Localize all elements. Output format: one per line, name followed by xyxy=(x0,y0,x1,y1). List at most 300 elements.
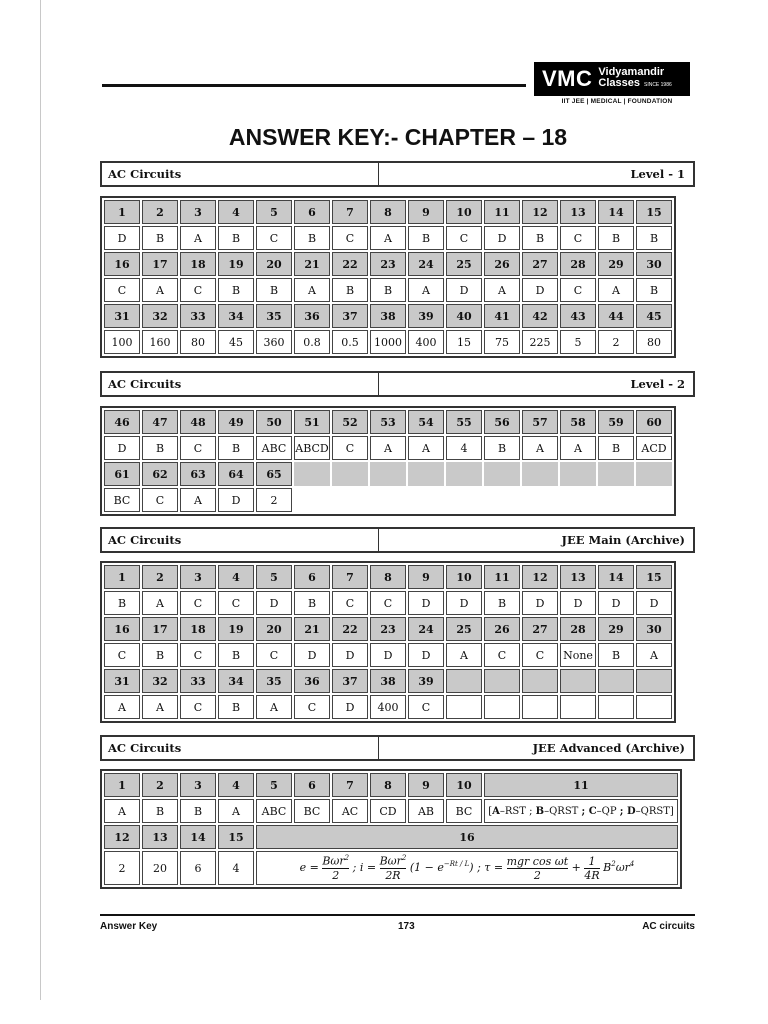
empty-space xyxy=(560,462,596,486)
answer-cell: B xyxy=(218,436,254,460)
answer-cell: 6 xyxy=(180,851,216,885)
answer-cell: D xyxy=(408,591,444,615)
answer-cell: A xyxy=(294,278,330,302)
answer-row xyxy=(104,436,672,460)
question-number: 13 xyxy=(560,565,596,589)
answer-cell: 5 xyxy=(560,330,596,354)
question-number: 36 xyxy=(294,669,330,693)
empty-space xyxy=(522,462,558,486)
formula-e-lhs: e = xyxy=(299,861,319,874)
question-number: 7 xyxy=(332,565,368,589)
section-topic: AC Circuits xyxy=(102,529,379,551)
answer-cell: C xyxy=(256,643,292,667)
question-number: 34 xyxy=(218,304,254,328)
question-number: 43 xyxy=(560,304,596,328)
answer-cell: ABC xyxy=(256,799,292,823)
answer-cell: A xyxy=(370,436,406,460)
question-number: 42 xyxy=(522,304,558,328)
question-number: 8 xyxy=(370,565,406,589)
question-number: 33 xyxy=(180,669,216,693)
empty-space xyxy=(636,488,672,512)
empty-space xyxy=(484,462,520,486)
answer-cell: 360 xyxy=(256,330,292,354)
answer-cell: B xyxy=(332,278,368,302)
question-number: 22 xyxy=(332,617,368,641)
question-number: 15 xyxy=(636,565,672,589)
question-number: 12 xyxy=(522,565,558,589)
formula-exp: 2 xyxy=(401,854,407,863)
answer-cell: D xyxy=(560,591,596,615)
empty-space xyxy=(294,462,330,486)
empty-cell xyxy=(446,695,482,719)
empty-space xyxy=(332,488,368,512)
question-number: 23 xyxy=(370,252,406,276)
question-number: 4 xyxy=(218,200,254,224)
answer-cell: C xyxy=(104,643,140,667)
empty-cell xyxy=(598,695,634,719)
question-number: 65 xyxy=(256,462,292,486)
question-number: 14 xyxy=(598,565,634,589)
question-number: 26 xyxy=(484,252,520,276)
answer-cell: C xyxy=(332,436,368,460)
question-number: 36 xyxy=(294,304,330,328)
answer-cell: A xyxy=(104,799,140,823)
question-number: 58 xyxy=(560,410,596,434)
question-number: 7 xyxy=(332,773,368,797)
question-row xyxy=(104,773,678,797)
answer-table-level2 xyxy=(100,406,676,516)
answer-cell: ACD xyxy=(636,436,672,460)
section-level: JEE Main (Archive) xyxy=(561,533,685,547)
answer-cell: D xyxy=(104,436,140,460)
question-number: 16 xyxy=(256,825,678,849)
question-number: 63 xyxy=(180,462,216,486)
matching-answer-part: –QRST] xyxy=(635,805,674,817)
empty-space xyxy=(560,488,596,512)
answer-cell: D xyxy=(522,591,558,615)
matching-answer-part: A xyxy=(492,805,500,817)
empty-space xyxy=(446,488,482,512)
logo-since: SINCE 1986 xyxy=(643,82,672,88)
formula-plus: + xyxy=(571,861,581,874)
empty-cell xyxy=(484,695,520,719)
answer-cell: A xyxy=(142,278,178,302)
answer-cell: B xyxy=(218,643,254,667)
question-number: 13 xyxy=(560,200,596,224)
question-number: 15 xyxy=(218,825,254,849)
answer-cell: ABCD xyxy=(294,436,330,460)
question-number: 4 xyxy=(218,565,254,589)
answer-cell: D xyxy=(332,695,368,719)
matching-answer-part: –RST ; xyxy=(499,805,536,817)
answer-cell: A xyxy=(408,278,444,302)
answer-cell: C xyxy=(180,643,216,667)
section-header-level2 xyxy=(100,371,695,397)
empty-space xyxy=(446,462,482,486)
answer-cell: C xyxy=(180,591,216,615)
answer-cell: B xyxy=(142,799,178,823)
answer-cell: 2 xyxy=(598,330,634,354)
section-topic: AC Circuits xyxy=(102,163,379,185)
header-rule xyxy=(102,84,526,87)
answer-cell: C xyxy=(332,226,368,250)
question-number: 11 xyxy=(484,773,678,797)
formula-i-exp: −Rt / L xyxy=(443,860,470,869)
answer-cell: AB xyxy=(408,799,444,823)
formula-i-tail: (1 − e xyxy=(409,861,444,874)
answer-cell: B xyxy=(598,226,634,250)
answer-cell: B xyxy=(370,278,406,302)
question-number: 24 xyxy=(408,617,444,641)
question-number: 23 xyxy=(370,617,406,641)
question-number: 54 xyxy=(408,410,444,434)
question-number: 1 xyxy=(104,773,140,797)
question-number: 6 xyxy=(294,200,330,224)
answer-cell: D xyxy=(408,643,444,667)
question-number: 10 xyxy=(446,773,482,797)
empty-cell xyxy=(636,695,672,719)
question-number: 20 xyxy=(256,252,292,276)
question-number: 38 xyxy=(370,669,406,693)
answer-cell: A xyxy=(598,278,634,302)
matching-answer-part: B xyxy=(535,805,545,817)
question-number: 35 xyxy=(256,669,292,693)
question-number: 13 xyxy=(142,825,178,849)
answer-cell: D xyxy=(294,643,330,667)
answer-cell: B xyxy=(294,226,330,250)
answer-row xyxy=(104,488,672,512)
question-number: 62 xyxy=(142,462,178,486)
section-header-jee-advanced xyxy=(100,735,695,761)
answer-cell: D xyxy=(104,226,140,250)
question-number: 41 xyxy=(484,304,520,328)
formula-t-num: mgr cos ωt xyxy=(506,854,569,868)
question-number: 5 xyxy=(256,200,292,224)
answer-row xyxy=(104,591,672,615)
answer-cell: B xyxy=(484,436,520,460)
matching-answer-part: –QP xyxy=(596,805,620,817)
empty-cell xyxy=(484,669,520,693)
question-number: 10 xyxy=(446,565,482,589)
footer-right: AC circuits xyxy=(642,921,695,932)
logo-line1: Vidyamandir xyxy=(598,66,665,78)
answer-cell: ABC xyxy=(256,436,292,460)
answer-cell: C xyxy=(180,278,216,302)
question-number: 29 xyxy=(598,252,634,276)
empty-cell xyxy=(446,669,482,693)
answer-cell: B xyxy=(218,226,254,250)
answer-cell: 400 xyxy=(370,695,406,719)
formula-exp: 2 xyxy=(611,860,616,869)
empty-cell xyxy=(598,669,634,693)
section-level: JEE Advanced (Archive) xyxy=(532,741,685,755)
formula-answer-cell xyxy=(256,851,678,885)
answer-cell: B xyxy=(218,278,254,302)
answer-row xyxy=(104,695,672,719)
answer-cell: C xyxy=(218,591,254,615)
answer-cell: 4 xyxy=(218,851,254,885)
answer-cell: B xyxy=(598,436,634,460)
answer-row xyxy=(104,226,672,250)
answer-cell: 160 xyxy=(142,330,178,354)
question-number: 12 xyxy=(522,200,558,224)
empty-space xyxy=(332,462,368,486)
answer-cell: C xyxy=(294,695,330,719)
question-row xyxy=(104,410,672,434)
answer-cell: B xyxy=(142,643,178,667)
question-number: 9 xyxy=(408,200,444,224)
empty-space xyxy=(522,488,558,512)
question-number: 39 xyxy=(408,669,444,693)
question-number: 18 xyxy=(180,617,216,641)
question-number: 50 xyxy=(256,410,292,434)
answer-cell: C xyxy=(104,278,140,302)
formula-t2-tail2: ωr xyxy=(615,861,630,874)
answer-cell: A xyxy=(180,226,216,250)
answer-cell: 15 xyxy=(446,330,482,354)
section-topic: AC Circuits xyxy=(102,373,379,395)
question-number: 6 xyxy=(294,565,330,589)
answer-cell: B xyxy=(180,799,216,823)
answer-cell: BC xyxy=(104,488,140,512)
answer-cell: D xyxy=(256,591,292,615)
question-number: 18 xyxy=(180,252,216,276)
answer-cell: CD xyxy=(370,799,406,823)
formula-t2-tail: B xyxy=(603,861,612,874)
answer-cell: A xyxy=(408,436,444,460)
question-number: 32 xyxy=(142,669,178,693)
empty-cell xyxy=(522,695,558,719)
question-number: 52 xyxy=(332,410,368,434)
question-number: 3 xyxy=(180,565,216,589)
empty-space xyxy=(370,462,406,486)
formula-t-lhs: τ = xyxy=(484,861,504,874)
question-number: 16 xyxy=(104,252,140,276)
footer-page-number: 173 xyxy=(398,921,415,932)
question-number: 57 xyxy=(522,410,558,434)
answer-cell: B xyxy=(484,591,520,615)
question-number: 31 xyxy=(104,669,140,693)
answer-row xyxy=(104,278,672,302)
question-number: 8 xyxy=(370,773,406,797)
question-number: 34 xyxy=(218,669,254,693)
question-number: 37 xyxy=(332,669,368,693)
answer-row xyxy=(104,851,678,885)
answer-cell: AC xyxy=(332,799,368,823)
answer-cell: 100 xyxy=(104,330,140,354)
answer-cell: 20 xyxy=(142,851,178,885)
answer-cell: A xyxy=(522,436,558,460)
answer-cell: C xyxy=(370,591,406,615)
question-row xyxy=(104,565,672,589)
question-number: 11 xyxy=(484,565,520,589)
question-number: 7 xyxy=(332,200,368,224)
question-row xyxy=(104,304,672,328)
question-number: 2 xyxy=(142,200,178,224)
empty-space xyxy=(408,462,444,486)
question-number: 59 xyxy=(598,410,634,434)
formula-i-den: 2R xyxy=(385,868,401,882)
matching-answer-part: [ xyxy=(488,805,493,817)
answer-cell: B xyxy=(104,591,140,615)
question-number: 19 xyxy=(218,617,254,641)
empty-space xyxy=(598,462,634,486)
answer-cell: A xyxy=(104,695,140,719)
question-number: 60 xyxy=(636,410,672,434)
answer-cell: C xyxy=(484,643,520,667)
question-number: 28 xyxy=(560,252,596,276)
question-number: 27 xyxy=(522,617,558,641)
matching-answer-part: –QRST xyxy=(544,805,582,817)
answer-cell: 2 xyxy=(256,488,292,512)
question-row xyxy=(104,617,672,641)
question-number: 9 xyxy=(408,773,444,797)
question-number: 24 xyxy=(408,252,444,276)
answer-cell: B xyxy=(218,695,254,719)
answer-cell: C xyxy=(180,695,216,719)
formula-sep: ; xyxy=(352,861,360,874)
answer-row xyxy=(104,330,672,354)
question-number: 55 xyxy=(446,410,482,434)
logo-tagline: IIT JEE | MEDICAL | FOUNDATION xyxy=(561,98,673,105)
question-number: 37 xyxy=(332,304,368,328)
empty-cell xyxy=(522,669,558,693)
question-number: 11 xyxy=(484,200,520,224)
question-row xyxy=(104,462,672,486)
formula-i-num: Bωr xyxy=(379,854,402,868)
formula-e-num: Bωr xyxy=(322,854,345,868)
formula-t-den: 2 xyxy=(533,868,541,882)
answer-cell: A xyxy=(218,799,254,823)
answer-cell: D xyxy=(332,643,368,667)
answer-cell: 4 xyxy=(446,436,482,460)
answer-cell: B xyxy=(142,436,178,460)
empty-space xyxy=(636,462,672,486)
question-number: 35 xyxy=(256,304,292,328)
empty-cell xyxy=(636,669,672,693)
question-number: 20 xyxy=(256,617,292,641)
question-number: 30 xyxy=(636,252,672,276)
question-number: 14 xyxy=(598,200,634,224)
formula-e-den: 2 xyxy=(332,868,340,882)
matching-answer-part: ; C xyxy=(581,805,597,817)
empty-space xyxy=(598,488,634,512)
question-row xyxy=(104,200,672,224)
answer-cell: B xyxy=(256,278,292,302)
answer-cell: D xyxy=(522,278,558,302)
answer-cell: D xyxy=(370,643,406,667)
answer-cell: B xyxy=(294,591,330,615)
answer-cell: None xyxy=(560,643,596,667)
answer-cell: 0.5 xyxy=(332,330,368,354)
answer-cell: B xyxy=(598,643,634,667)
question-number: 30 xyxy=(636,617,672,641)
section-level: Level - 1 xyxy=(630,167,685,181)
question-number: 25 xyxy=(446,617,482,641)
question-number: 5 xyxy=(256,773,292,797)
section-level: Level - 2 xyxy=(630,377,685,391)
answer-cell: A xyxy=(256,695,292,719)
question-number: 31 xyxy=(104,304,140,328)
matching-answer-cell xyxy=(484,799,678,823)
answer-cell: BC xyxy=(446,799,482,823)
question-number: 22 xyxy=(332,252,368,276)
footer-rule xyxy=(100,914,695,916)
answer-row xyxy=(104,643,672,667)
vmc-logo xyxy=(534,62,690,96)
answer-cell: D xyxy=(484,226,520,250)
answer-cell: C xyxy=(142,488,178,512)
question-number: 17 xyxy=(142,252,178,276)
question-number: 49 xyxy=(218,410,254,434)
logo-mark: VMC xyxy=(542,66,593,91)
answer-cell: 0.8 xyxy=(294,330,330,354)
question-number: 8 xyxy=(370,200,406,224)
question-number: 21 xyxy=(294,617,330,641)
question-number: 45 xyxy=(636,304,672,328)
question-number: 21 xyxy=(294,252,330,276)
question-number: 19 xyxy=(218,252,254,276)
formula-t2-den: 4R xyxy=(584,868,600,882)
answer-cell: C xyxy=(560,278,596,302)
question-number: 48 xyxy=(180,410,216,434)
question-number: 1 xyxy=(104,565,140,589)
question-number: 3 xyxy=(180,773,216,797)
question-number: 56 xyxy=(484,410,520,434)
question-number: 64 xyxy=(218,462,254,486)
answer-cell: 225 xyxy=(522,330,558,354)
answer-cell: 80 xyxy=(180,330,216,354)
answer-cell: B xyxy=(522,226,558,250)
answer-table-jee-main xyxy=(100,561,676,723)
question-number: 44 xyxy=(598,304,634,328)
empty-cell xyxy=(560,695,596,719)
answer-cell: D xyxy=(446,278,482,302)
formula-exp: 4 xyxy=(629,860,635,869)
question-row xyxy=(104,669,672,693)
question-number: 10 xyxy=(446,200,482,224)
answer-cell: C xyxy=(446,226,482,250)
formula-exp: 2 xyxy=(344,854,350,863)
answer-row xyxy=(104,799,678,823)
question-number: 5 xyxy=(256,565,292,589)
question-number: 26 xyxy=(484,617,520,641)
formula-sep: ; xyxy=(477,861,485,874)
empty-space xyxy=(484,488,520,512)
question-number: 61 xyxy=(104,462,140,486)
question-number: 47 xyxy=(142,410,178,434)
answer-cell: D xyxy=(598,591,634,615)
section-header-jee-main xyxy=(100,527,695,553)
question-row xyxy=(104,252,672,276)
answer-cell: A xyxy=(636,643,672,667)
answer-cell: 75 xyxy=(484,330,520,354)
answer-cell: 1000 xyxy=(370,330,406,354)
question-number: 4 xyxy=(218,773,254,797)
empty-cell xyxy=(560,669,596,693)
answer-cell: C xyxy=(408,695,444,719)
empty-space xyxy=(408,488,444,512)
question-number: 28 xyxy=(560,617,596,641)
question-number: 40 xyxy=(446,304,482,328)
question-number: 29 xyxy=(598,617,634,641)
answer-cell: D xyxy=(636,591,672,615)
answer-cell: 2 xyxy=(104,851,140,885)
question-number: 2 xyxy=(142,565,178,589)
question-number: 51 xyxy=(294,410,330,434)
question-number: 39 xyxy=(408,304,444,328)
matching-answer-part: ; D xyxy=(619,805,636,817)
